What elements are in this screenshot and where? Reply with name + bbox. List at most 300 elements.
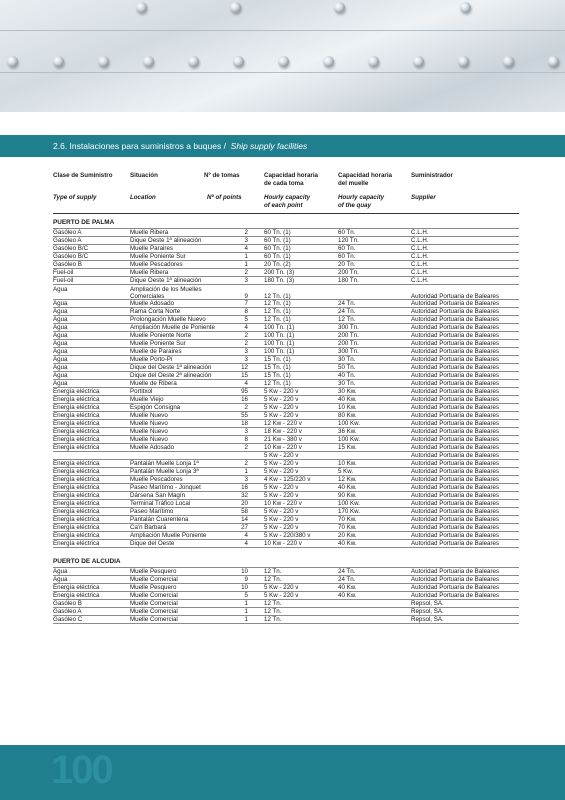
header-rule [53, 213, 519, 214]
cell-cap-point: 12 Kw - 220 v [264, 420, 302, 427]
cell-cap-point: 20 Tn. (2) [264, 261, 291, 268]
cell-supplier: Autoridad Portuaria de Baleares [411, 364, 500, 371]
cell-points: 3 [244, 356, 248, 363]
cell-location: Muelle Comercial [130, 608, 178, 615]
cell-cap-point: 15 Tn. (1) [264, 356, 291, 363]
cell-cap-point: 200 Tn. (3) [264, 269, 295, 276]
cell-supplier: C.L.H. [411, 245, 429, 252]
cell-cap-point: 5 Kw - 220 v [264, 484, 299, 491]
cell-type: Agua [53, 285, 68, 293]
cell-points: 1 [244, 468, 248, 475]
cell-supplier: Autoridad Portuaria de Baleares [411, 584, 500, 591]
cell-points: 2 [244, 332, 248, 339]
cell-location: Rama Corta Norte [130, 308, 181, 315]
cell-cap-point: 5 Kw - 220 v [264, 592, 299, 599]
cell-supplier: Autoridad Portuaria de Baleares [411, 412, 500, 419]
cell-cap-point: 100 Tn. (1) [264, 324, 295, 331]
cell-type: Agua [53, 576, 68, 583]
table-row [53, 583, 519, 591]
table-row [53, 507, 519, 515]
cell-location: Muelle Ribera [130, 229, 169, 236]
cell-points: 18 [241, 420, 248, 427]
cell-cap-quay: 15 Kw. [338, 444, 357, 451]
cell-location: Muelle Viejo [130, 396, 164, 403]
cell-type: Energía eléctrica [53, 404, 100, 411]
cell-cap-point: 5 Kw - 220 v [264, 396, 299, 403]
cell-supplier: Autoridad Portuaria de Baleares [411, 500, 500, 507]
table-row [53, 363, 519, 371]
col-type-es: Clase de Suministro [53, 172, 113, 179]
cell-location: Muelle Ribera [130, 269, 169, 276]
cell-supplier: Autoridad Portuaria de Baleares [411, 324, 500, 331]
cell-type: Agua [53, 372, 68, 379]
cell-cap-point: 60 Tn. (1) [264, 229, 291, 236]
table-row [53, 491, 519, 499]
table-row [53, 451, 519, 459]
cell-cap-quay: 200 Tn. [338, 269, 359, 276]
cell-supplier: Autoridad Portuaria de Baleares [411, 372, 500, 379]
cell-type: Energía eléctrica [53, 476, 100, 483]
cell-location: Terminal Tráfico Local [130, 500, 191, 507]
table-row [53, 591, 519, 599]
cell-type: Gasóleo B [53, 600, 82, 607]
cell-cap-point: 12 Tn. [264, 568, 282, 575]
cell-cap-quay: 300 Tn. [338, 348, 359, 355]
cell-cap-point: 5 Kw - 220/380 v [264, 532, 311, 539]
cell-points: 9 [244, 576, 248, 583]
cell-cap-point: 5 Kw - 220 v [264, 404, 299, 411]
cell-supplier: C.L.H. [411, 237, 429, 244]
table-row [53, 379, 519, 387]
cell-supplier: C.L.H. [411, 229, 429, 236]
cell-supplier: Autoridad Portuaria de Baleares [411, 436, 500, 443]
table-row [53, 515, 519, 523]
cell-type: Gasóleo A [53, 237, 82, 244]
table-header [53, 172, 519, 212]
cell-type: Energía eléctrica [53, 460, 100, 467]
table-row [53, 615, 519, 623]
cell-supplier: Autoridad Portuaria de Baleares [411, 492, 500, 499]
table-row [53, 523, 519, 531]
cell-points: 55 [241, 412, 248, 419]
table-row [53, 315, 519, 323]
cell-supplier: Autoridad Portuaria de Baleares [411, 524, 500, 531]
cell-cap-point: 4 Kw - 125/220 v [264, 476, 311, 483]
table-row [53, 387, 519, 395]
cell-cap-quay: 70 Kw. [338, 516, 357, 523]
cell-cap-point: 5 Kw - 220 v [264, 452, 299, 459]
cell-cap-point: 5 Kw - 220 v [264, 468, 299, 475]
cell-cap-quay: 20 Kw. [338, 532, 357, 539]
cell-type: Energía eléctrica [53, 584, 100, 591]
cell-cap-point: 12 Tn. [264, 576, 282, 583]
table-row [53, 475, 519, 483]
cell-supplier: Autoridad Portuaria de Baleares [411, 476, 500, 483]
cell-cap-quay: 24 Tn. [338, 568, 356, 575]
cell-location: Muelle de Paraires [130, 348, 182, 355]
cell-location: Muelle Nuevo [130, 420, 168, 427]
table-row [53, 299, 519, 307]
cell-points: 12 [241, 364, 248, 371]
cell-cap-point: 5 Kw - 220 v [264, 524, 299, 531]
cell-type: Energía eléctrica [53, 500, 100, 507]
col-location-es: Situación [130, 172, 158, 179]
cell-supplier: C.L.H. [411, 253, 429, 260]
cell-location: Dársena San Magín [130, 492, 186, 499]
table-row [53, 395, 519, 403]
alcudia-end-rule [53, 623, 519, 624]
cell-supplier: Autoridad Portuaria de Baleares [411, 292, 500, 300]
cell-type: Energía eléctrica [53, 444, 100, 451]
cell-points: 32 [241, 492, 248, 499]
cell-points: 10 [241, 584, 248, 591]
cell-supplier: Autoridad Portuaria de Baleares [411, 484, 500, 491]
header-spacer [0, 112, 565, 135]
cell-cap-point: 21 Kw - 380 v [264, 436, 302, 443]
cell-cap-quay: 50 Tn. [338, 364, 356, 371]
cell-location: Muelle Comercial [130, 600, 178, 607]
cell-points: 20 [241, 500, 248, 507]
cell-cap-point: 100 Tn. (1) [264, 332, 295, 339]
cell-supplier: Autoridad Portuaria de Baleares [411, 332, 500, 339]
col-cap-point-en-1: Hourly capacity [264, 194, 311, 201]
cell-points: 10 [241, 568, 248, 575]
cell-cap-quay: 100 Kw. [338, 500, 361, 507]
cell-supplier: Autoridad Portuaria de Baleares [411, 308, 500, 315]
cell-location: Muelle Comercial [130, 616, 178, 623]
cell-supplier: Autoridad Portuaria de Baleares [411, 428, 500, 435]
cell-type: Agua [53, 568, 68, 575]
supply-table [53, 172, 519, 624]
table-row [53, 355, 519, 363]
cell-location: Pantalán Muelle Lonja 3ª [130, 468, 199, 475]
cell-location: Muelle Pescadores [130, 476, 183, 483]
cell-points: 2 [244, 404, 248, 411]
section-title-en: Ship supply facilities [230, 141, 308, 151]
cell-location: Muelle Adosado [130, 444, 175, 451]
cell-cap-point: 12 Tn. [264, 608, 282, 615]
cell-cap-quay: 12 Kw. [338, 476, 357, 483]
cell-cap-point: 60 Tn. (1) [264, 245, 291, 252]
cell-supplier: Autoridad Portuaria de Baleares [411, 444, 500, 451]
cell-supplier: Autoridad Portuaria de Baleares [411, 404, 500, 411]
cell-points: 1 [244, 600, 248, 607]
cell-supplier: Repsol, SA. [411, 608, 444, 615]
table-row [53, 228, 519, 236]
cell-cap-quay: 40 Tn. [338, 372, 356, 379]
cell-points: 4 [244, 380, 248, 387]
cell-supplier: Autoridad Portuaria de Baleares [411, 532, 500, 539]
cell-cap-point: 12 Tn. [264, 616, 282, 623]
table-row [53, 539, 519, 547]
cell-cap-quay: 12 Tn. [338, 316, 356, 323]
cell-location: Muelle Nuevo [130, 428, 168, 435]
table-row [53, 339, 519, 347]
cell-location: Muelle Paraires [130, 245, 173, 252]
cell-type: Gasóleo A [53, 229, 82, 236]
cell-cap-quay: 24 Tn. [338, 300, 356, 307]
cell-type: Fuel-oil [53, 277, 74, 284]
cell-cap-point: 100 Tn. (1) [264, 340, 295, 347]
cell-points: 8 [244, 308, 248, 315]
cell-points: 5 [244, 592, 248, 599]
cell-points: 8 [244, 436, 248, 443]
cell-supplier: C.L.H. [411, 261, 429, 268]
table-row [53, 347, 519, 355]
cell-location: Muelle Pescadores [130, 261, 183, 268]
cell-points: 1 [244, 261, 248, 268]
cell-cap-point: 10 Kw - 220 v [264, 500, 302, 507]
cell-location: Pantalán Muelle Lonja 1ª [130, 460, 199, 467]
cell-cap-quay: 100 Kw. [338, 420, 361, 427]
table-row [53, 284, 519, 299]
cell-cap-point: 12 Tn. (1) [264, 300, 291, 307]
cell-location: Dique Oeste 1ª alineación [130, 237, 202, 244]
col-cap-point-es-1: Capacidad horaria [264, 172, 318, 179]
cell-points: 2 [244, 229, 248, 236]
col-cap-point-en-2: of each point [264, 201, 303, 209]
cell-type: Fuel-oil [53, 269, 74, 276]
cell-supplier: Autoridad Portuaria de Baleares [411, 316, 500, 323]
cell-cap-quay: 120 Tn. [338, 237, 359, 244]
col-location-en: Location [130, 194, 156, 201]
col-cap-quay-es-1: Capacidad horaria [338, 172, 392, 179]
cell-cap-quay: 40 Kw. [338, 592, 357, 599]
cell-cap-point: 10 Kw - 220 v [264, 540, 302, 547]
cell-cap-point: 12 Tn. [264, 600, 282, 607]
col-supplier-es: Suministrador [411, 172, 453, 179]
table-row [53, 467, 519, 475]
cell-supplier: Autoridad Portuaria de Baleares [411, 348, 500, 355]
cell-points: 1 [244, 608, 248, 615]
cell-points: 16 [241, 484, 248, 491]
cell-points: 3 [244, 277, 248, 284]
cell-type: Agua [53, 348, 68, 355]
cell-type: Agua [53, 380, 68, 387]
cell-location: Muelle de Ribera [130, 380, 177, 387]
col-type-en: Type of supply [53, 194, 97, 201]
cell-cap-quay: 300 Tn. [338, 324, 359, 331]
cell-cap-quay: 30 Kw. [338, 388, 357, 395]
cell-location: Muelle Nuevo [130, 412, 168, 419]
cell-points: 58 [241, 508, 248, 515]
table-row [53, 244, 519, 252]
cell-points: 16 [241, 396, 248, 403]
cell-cap-point: 12 Tn. (1) [264, 292, 291, 300]
cell-type: Agua [53, 332, 68, 339]
table-row [53, 411, 519, 419]
cell-cap-point: 10 Kw - 220 v [264, 444, 302, 451]
cell-points: 27 [241, 524, 248, 531]
cell-cap-point: 5 Kw - 220 v [264, 460, 299, 467]
table-row [53, 236, 519, 244]
cell-location: Ampliación Muelle de Poniente [130, 324, 215, 331]
cell-cap-point: 100 Tn. (1) [264, 348, 295, 355]
cell-location: Muelle Adosado [130, 300, 175, 307]
table-row [53, 323, 519, 331]
cell-type: Agua [53, 308, 68, 315]
table-row [53, 459, 519, 467]
cell-points: 2 [244, 340, 248, 347]
table-row [53, 599, 519, 607]
cell-points: 3 [244, 348, 248, 355]
cell-cap-quay: 80 Kw. [338, 412, 357, 419]
cell-cap-point: 12 Tn. (1) [264, 308, 291, 315]
col-cap-quay-es-2: del muelle [338, 179, 369, 187]
cell-supplier: Repsol, SA. [411, 600, 444, 607]
col-supplier-en: Supplier [411, 194, 436, 201]
table-row [53, 371, 519, 379]
cell-cap-point: 5 Kw - 220 v [264, 388, 299, 395]
cell-location: Paseo Marítimo [130, 508, 174, 515]
cell-cap-point: 5 Kw - 220 v [264, 508, 299, 515]
cell-points: 1 [244, 253, 248, 260]
cell-cap-point: 60 Tn. (1) [264, 237, 291, 244]
cell-type: Agua [53, 356, 68, 363]
cell-type: Gasóleo B/C [53, 253, 89, 260]
cell-cap-quay: 200 Tn. [338, 340, 359, 347]
table-row [53, 575, 519, 583]
cell-points: 3 [244, 237, 248, 244]
cell-supplier: Autoridad Portuaria de Baleares [411, 540, 500, 547]
cell-points: 2 [244, 444, 248, 451]
cell-cap-quay: 20 Tn. [338, 261, 356, 268]
cell-location: Espigón Consigna [130, 404, 181, 411]
cell-location: Muelle Comercial [130, 592, 178, 599]
col-cap-point-es-2: de cada toma [264, 179, 304, 187]
palma-section-title: PUERTO DE PALMA [53, 219, 115, 226]
cell-location: Dique del Oeste 1ª alineación [130, 364, 212, 371]
cell-cap-quay: 40 Kw. [338, 584, 357, 591]
cell-supplier: Autoridad Portuaria de Baleares [411, 468, 500, 475]
cell-type: Energía eléctrica [53, 396, 100, 403]
cell-supplier: Autoridad Portuaria de Baleares [411, 396, 500, 403]
cell-cap-quay: 40 Kw. [338, 484, 357, 491]
cell-points: 3 [244, 428, 248, 435]
cell-supplier: Autoridad Portuaria de Baleares [411, 576, 500, 583]
cell-cap-point: 12 Tn. (1) [264, 316, 291, 323]
cell-location: Portitxol [130, 388, 153, 395]
cell-points: 1 [244, 616, 248, 623]
col-cap-quay-en-2: of the quay [338, 201, 372, 209]
cell-location: Dique del Oeste 2ª alineación [130, 372, 212, 379]
page-number: 100 [51, 748, 112, 792]
cell-supplier: C.L.H. [411, 269, 429, 276]
table-row [53, 331, 519, 339]
cell-supplier: Autoridad Portuaria de Baleares [411, 388, 500, 395]
cell-cap-point: 5 Kw - 220 v [264, 492, 299, 499]
cell-location: Dique del Oeste [130, 540, 175, 547]
cell-type: Gasóleo B/C [53, 245, 89, 252]
cell-cap-quay: 5 Kw. [338, 468, 354, 475]
cell-location: Muelle Poniente Sur [130, 253, 186, 260]
cell-type: Agua [53, 316, 68, 323]
table-row [53, 531, 519, 539]
cell-cap-quay: 30 Tn. [338, 380, 356, 387]
section-title-bar [0, 135, 565, 157]
cell-location: Paseo Marítimo - Jonquet [130, 484, 201, 491]
cell-supplier: Autoridad Portuaria de Baleares [411, 380, 500, 387]
cell-type: Energía eléctrica [53, 412, 100, 419]
cell-cap-point: 12 Tn. (1) [264, 380, 291, 387]
col-points-en: Nº of points [207, 194, 242, 201]
cell-type: Agua [53, 300, 68, 307]
cell-supplier: Autoridad Portuaria de Baleares [411, 508, 500, 515]
table-row [53, 483, 519, 491]
cell-type: Gasóleo C [53, 616, 83, 623]
cell-points: 9 [244, 292, 248, 300]
cell-supplier: C.L.H. [411, 277, 429, 284]
cell-cap-quay: 40 Kw. [338, 396, 357, 403]
cell-points: 2 [244, 460, 248, 467]
cell-location: Muelle Porto-Pí [130, 356, 173, 363]
cell-points: 15 [241, 372, 248, 379]
cell-location: Muelle Nuevo [130, 436, 168, 443]
cell-type: Agua [53, 324, 68, 331]
cell-type: Energía eléctrica [53, 468, 100, 475]
cell-supplier: Autoridad Portuaria de Baleares [411, 340, 500, 347]
cell-cap-point: 18 Kw - 220 v [264, 428, 302, 435]
cell-points: 2 [244, 269, 248, 276]
cell-cap-quay: 60 Tn. [338, 253, 356, 260]
cell-supplier: Autoridad Portuaria de Baleares [411, 568, 500, 575]
cell-location: Muelle Poniente Norte [130, 332, 192, 339]
cell-points: 95 [241, 388, 248, 395]
cell-location: Ampliación de los Muelles Comerciales [130, 285, 202, 300]
cell-type: Energía eléctrica [53, 532, 100, 539]
cell-supplier: Repsol, SA. [411, 616, 444, 623]
section-title: 2.6. Instalaciones para suministros a buques / [53, 141, 226, 151]
header-metal-image [0, 0, 565, 112]
cell-cap-point: 180 Tn. (3) [264, 277, 295, 284]
cell-cap-quay: 40 Kw. [338, 540, 357, 547]
cell-cap-quay: 36 Kw. [338, 428, 357, 435]
cell-location: Muelle Pesquero [130, 568, 177, 575]
cell-location: Ampliación Muelle Poniente [130, 532, 207, 539]
table-row [53, 419, 519, 427]
cell-type: Agua [53, 340, 68, 347]
cell-points: 5 [244, 316, 248, 323]
cell-supplier: Autoridad Portuaria de Baleares [411, 460, 500, 467]
cell-cap-quay: 30 Tn. [338, 356, 356, 363]
cell-supplier: Autoridad Portuaria de Baleares [411, 300, 500, 307]
cell-cap-quay: 180 Tn. [338, 277, 359, 284]
table-row [53, 567, 519, 575]
cell-supplier: Autoridad Portuaria de Baleares [411, 420, 500, 427]
cell-cap-point: 5 Kw - 220 v [264, 516, 299, 523]
cell-cap-point: 15 Tn. (1) [264, 364, 291, 371]
cell-location: Muelle Comercial [130, 576, 178, 583]
palma-rows [53, 228, 519, 547]
alcudia-rows [53, 567, 519, 623]
table-row [53, 443, 519, 451]
cell-cap-quay: 24 Tn. [338, 576, 356, 583]
cell-location: Prolongación Muelle Nuevo [130, 316, 206, 323]
col-cap-quay-en-1: Hourly capacity [338, 194, 385, 201]
table-row [53, 499, 519, 507]
cell-cap-quay: 70 Kw. [338, 524, 357, 531]
cell-type: Energía eléctrica [53, 484, 100, 491]
cell-points: 3 [244, 476, 248, 483]
cell-points: 4 [244, 245, 248, 252]
cell-points: 4 [244, 540, 248, 547]
cell-cap-quay: 24 Tn. [338, 308, 356, 315]
cell-location: Muelle Pesquero [130, 584, 177, 591]
alcudia-section-title: PUERTO DE ALCUDIA [53, 558, 121, 565]
cell-type: Energía eléctrica [53, 428, 100, 435]
cell-cap-quay: 170 Kw. [338, 508, 361, 515]
cell-cap-point: 5 Kw - 220 v [264, 412, 299, 419]
